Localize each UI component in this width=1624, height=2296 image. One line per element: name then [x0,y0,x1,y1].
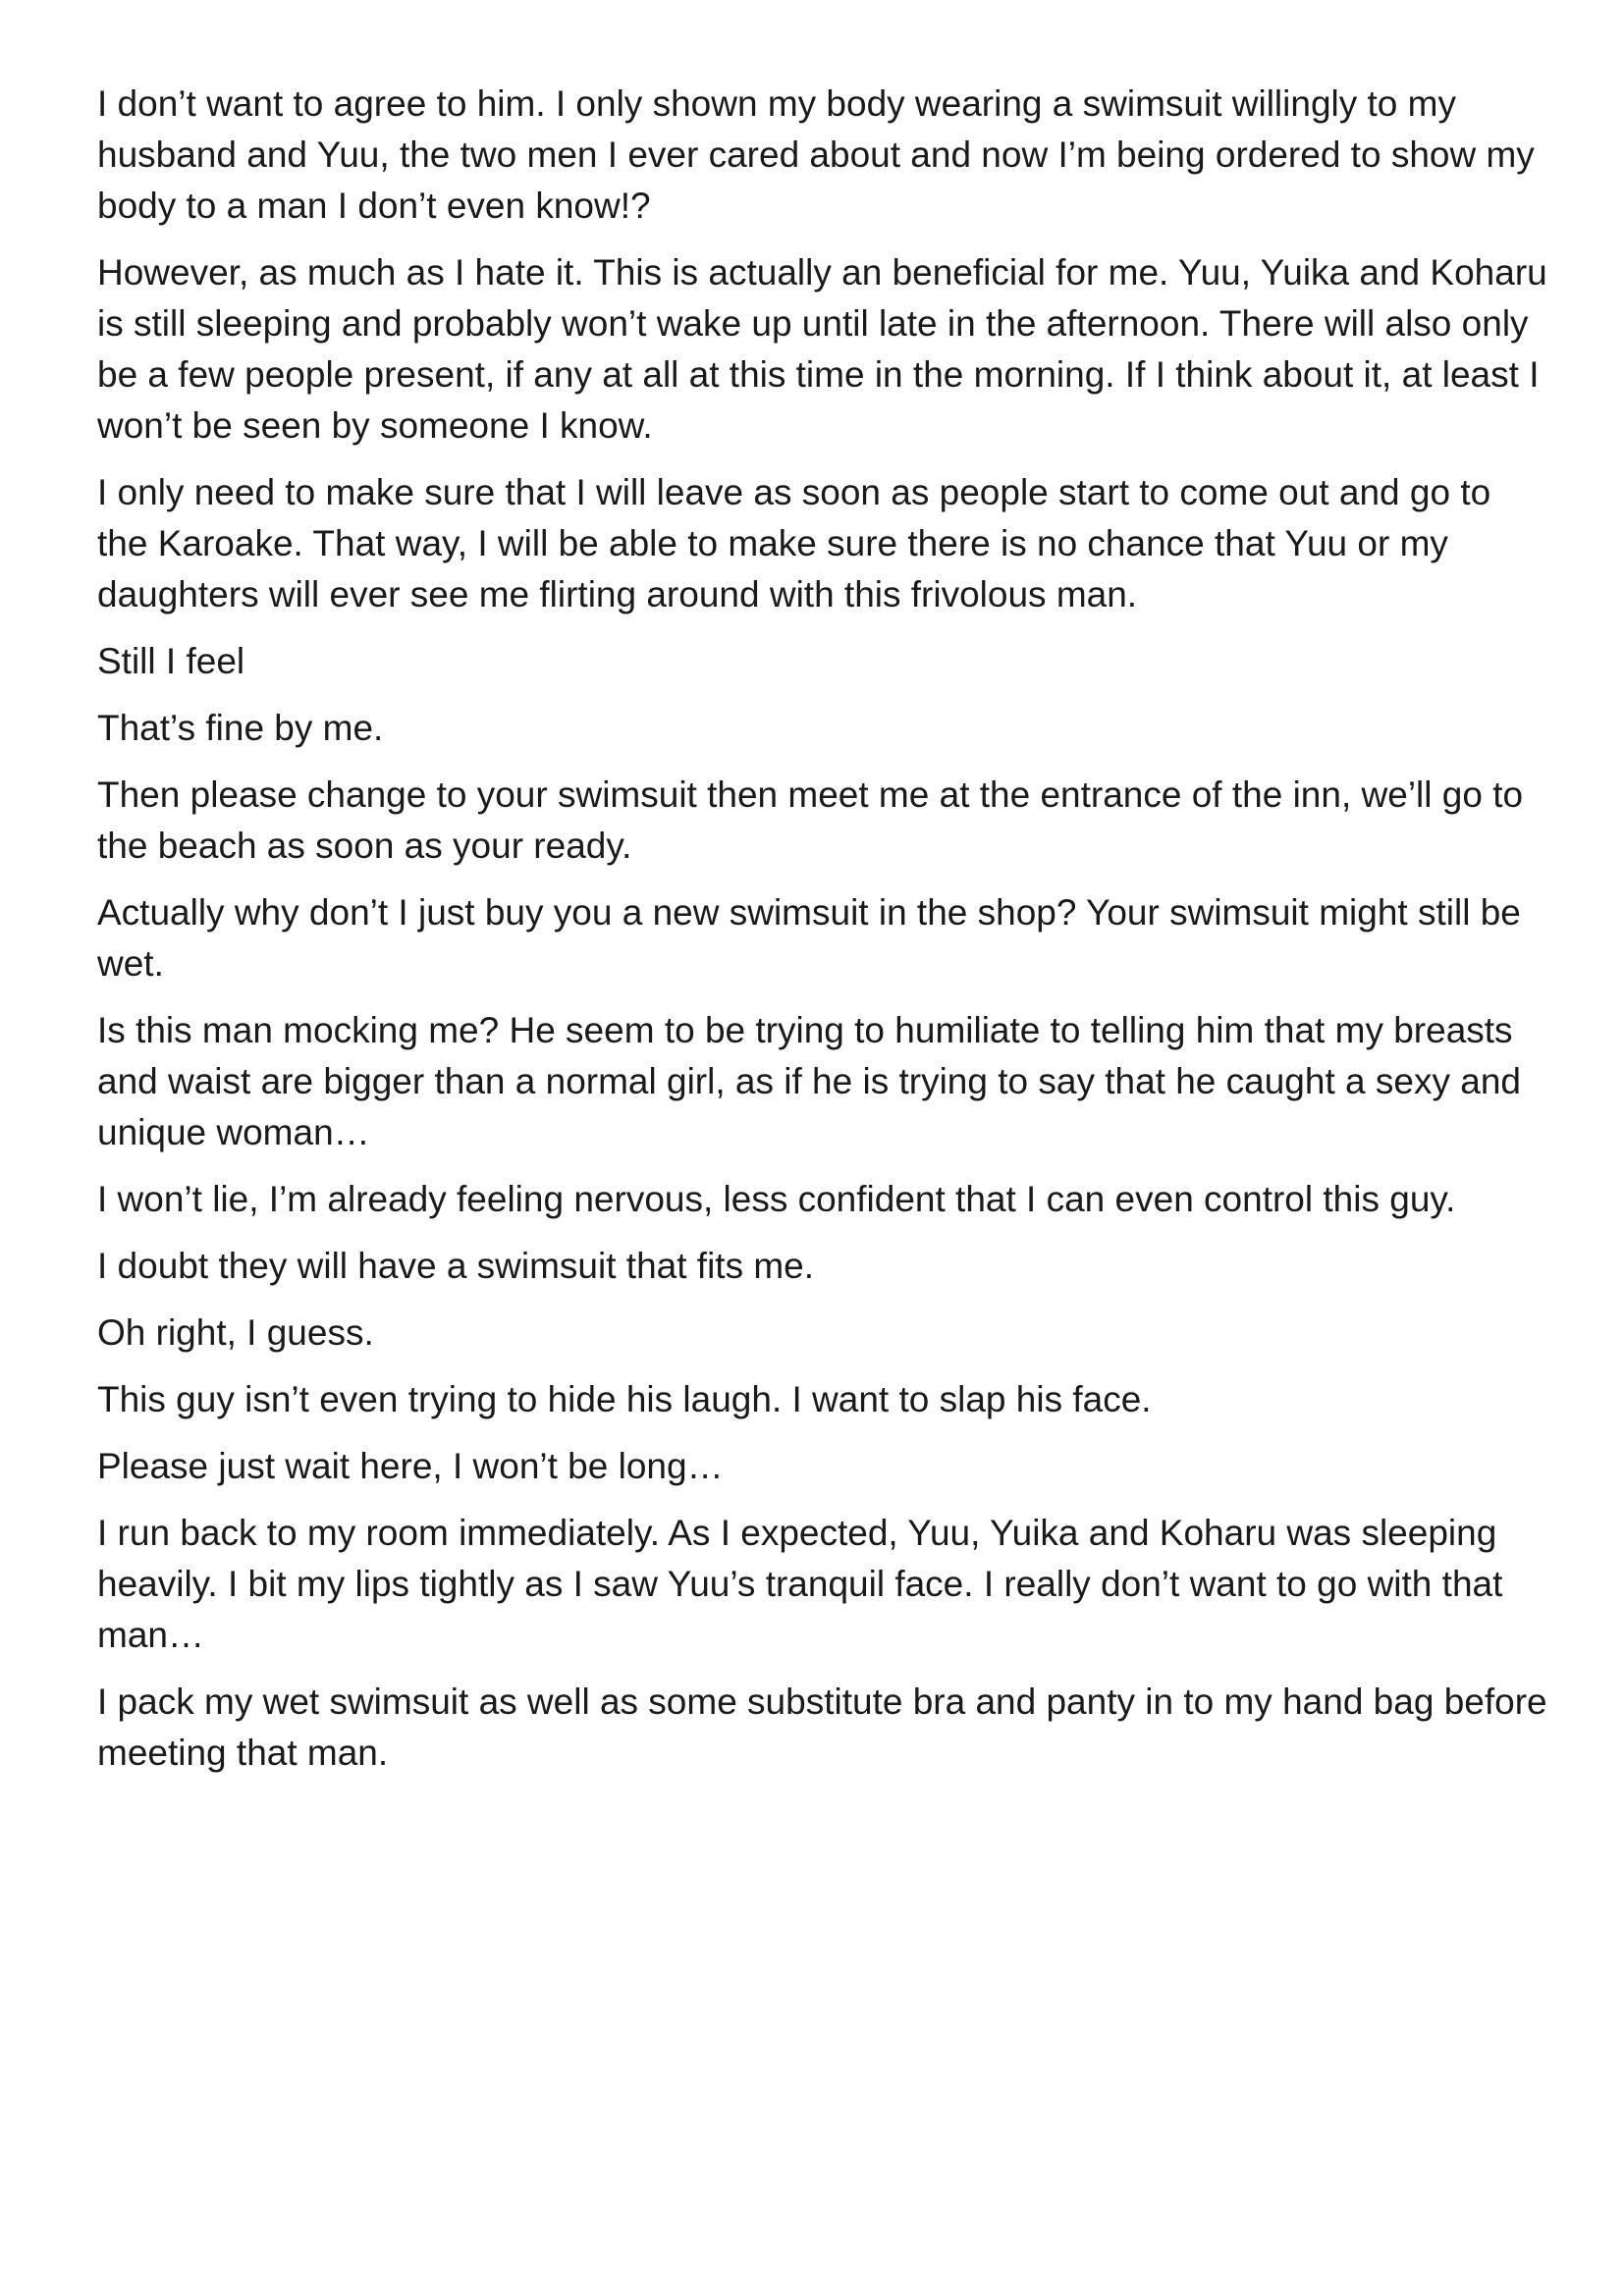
paragraph: That’s fine by me. [97,708,384,748]
paragraph: Then please change to your swimsuit then meet me at the entrance of the inn, we’ll go to the beach as soon as your ready. [97,774,1524,866]
paragraph: I only need to make sure that I will leave as soon as people start to come out and go to the Karoake. That way, I will be able to make sure there is no chance that Yuu or my daughters will ever see me flirting around with this frivolous man. [97,472,1491,614]
paragraph: I won’t lie, I’m already feeling nervous, less confident that I can even control this guy. [97,1179,1456,1219]
document-body [97,79,1550,1794]
paragraph: However, as much as I hate it. This is actually an beneficial for me. Yuu, Yuika and Koharu is still sleeping and probably won’t wake up until late in the afternoon. There will also only be a few people present, if any at all at this time in the morning. If I think about it, at least I won’t be seen by someone I know. [97,252,1547,446]
paragraph: I don’t want to agree to him. I only shown my body wearing a swimsuit willingly to my husband and Yuu, the two men I ever cared about and now I’m being ordered to show my body to a man I don’t even know!? [97,83,1535,226]
paragraph: Still I feel [97,641,245,681]
paragraph: Actually why don’t I just buy you a new swimsuit in the shop? Your swimsuit might still be wet. [97,892,1521,984]
paragraph: I doubt they will have a swimsuit that fits me. [97,1246,815,1286]
paragraph: I pack my wet swimsuit as well as some substitute bra and panty in to my hand bag before meeting that man. [97,1682,1547,1773]
paragraph: This guy isn’t even trying to hide his laugh. I want to slap his face. [97,1379,1152,1419]
paragraph: Is this man mocking me? He seem to be trying to humiliate to telling him that my breasts and waist are bigger than a normal girl, as if he is trying to say that he caught a sexy and unique woman… [97,1010,1521,1152]
paragraph: Please just wait here, I won’t be long… [97,1446,724,1486]
paragraph: I run back to my room immediately. As I expected, Yuu, Yuika and Koharu was sleeping heavily. I bit my lips tightly as I saw Yuu’s tranquil face. I really don’t want to go with that man… [97,1513,1503,1655]
paragraph: Oh right, I guess. [97,1312,374,1353]
